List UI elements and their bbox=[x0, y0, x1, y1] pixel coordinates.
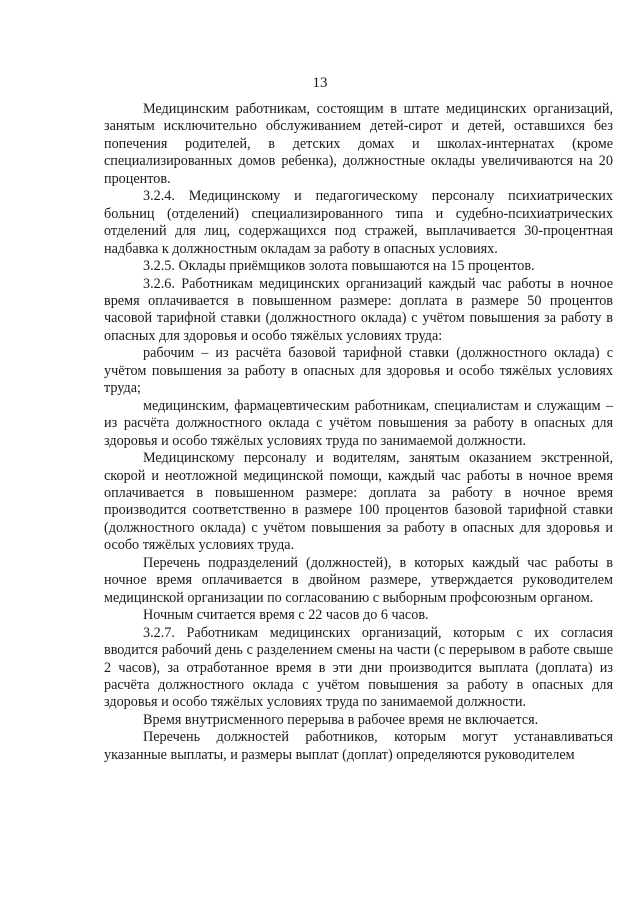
paragraph-3-2-7: 3.2.7. Работникам медицинских организаций, которым с их согласия вводится рабочий день с разделением смены на части (с перерывом в работе свыше 2 часов), за отработанное время в эти дни производится выплата (доплата) из расчёта должностного оклада с учётом повышения за работу в опасных для здоровья и особо тяжёлых условиях труда по занимаемой должности. bbox=[104, 624, 613, 711]
paragraph-medical-staff: медицинским, фармацевтическим работникам, специалистам и служащим – из расчёта должностного оклада с учётом повышения за работу в опасных для здоровья и особо тяжёлых условиях труда по занимаемой должности. bbox=[104, 397, 613, 449]
paragraph-night-time: Ночным считается время с 22 часов до 6 часов. bbox=[143, 607, 429, 624]
paragraph-departments-list: Перечень подразделений (должностей), в которых каждый час работы в ночное время оплачивается в двойном размере, утверждается руководителем медицинской организации по согласованию с выборным профсоюзным органом. bbox=[104, 554, 613, 606]
paragraph-emergency-staff: Медицинскому персоналу и водителям, занятым оказанием экстренной, скорой и неотложной медицинской помощи, каждый час работы в ночное время оплачивается в повышенном размере: доплата за работу в ночное время производится соответственно в размере 100 процентов базовой тарифной ставки (должностного оклада) с учётом повышения за работу в опасных для здоровья и особо тяжёлых условиях труда. bbox=[104, 450, 613, 554]
paragraph-3-2-5: 3.2.5. Оклады приёмщиков золота повышаются на 15 процентов. bbox=[143, 258, 535, 275]
paragraph-break-time: Время внутрисменного перерыва в рабочее время не включается. bbox=[143, 711, 539, 728]
paragraph-3-2-4: 3.2.4. Медицинскому и педагогическому персоналу психиатрических больниц (отделений) специализированного типа и судебно-психиатрических отделений для лиц, содержащихся под стражей, выплачивается 30-процентная надбавка к должностным окладам за работу в опасных условиях. bbox=[104, 188, 613, 257]
document-body bbox=[104, 101, 613, 764]
paragraph-3-2-6: 3.2.6. Работникам медицинских организаций каждый час работы в ночное время оплачивается в повышенном размере: доплата в размере 50 процентов часовой тарифной ставки (должностного оклада) с учётом повышения за работу в опасных для здоровья и особо тяжёлых условиях труда: bbox=[104, 275, 613, 344]
paragraph-orphans-salary: Медицинским работникам, состоящим в штате медицинских организаций, занятым исключительно обслуживанием детей-сирот и детей, оставшихся без попечения родителей, в детских домах и школах-интернатах (кроме специализированных домов ребенка), должностные оклады увеличиваются на 20 процентов. bbox=[104, 101, 613, 187]
page-number: 13 bbox=[312, 75, 328, 91]
paragraph-positions-list: Перечень должностей работников, которым могут устанавливаться указанные выплаты, и размеры выплат (доплат) определяются руководителем bbox=[104, 729, 613, 763]
paragraph-workers: рабочим – из расчёта базовой тарифной ставки (должностного оклада) с учётом повышения за работу в опасных для здоровья и особо тяжёлых условиях труда; bbox=[104, 345, 613, 397]
